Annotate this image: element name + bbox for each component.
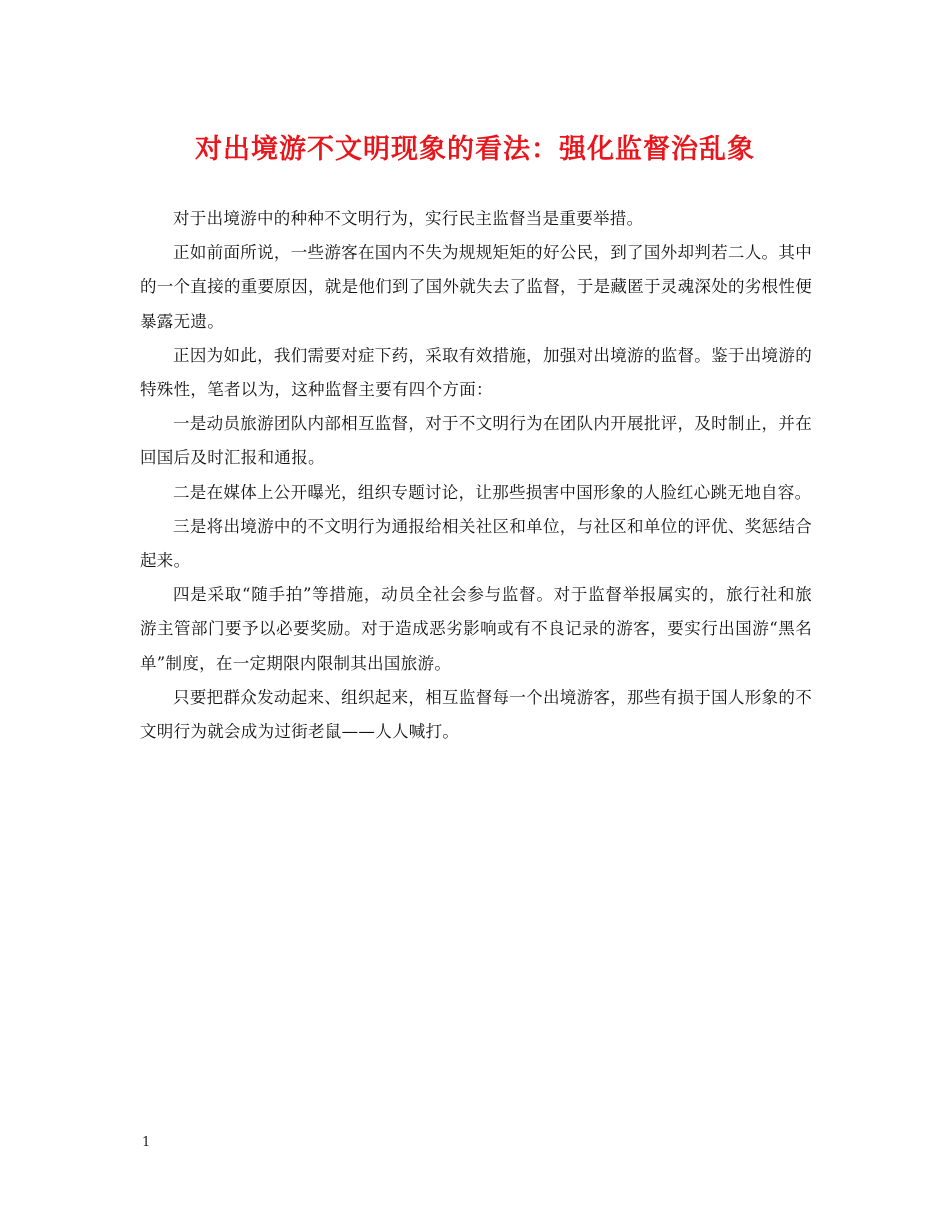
paragraph-8: 只要把群众发动起来、组织起来，相互监督每一个出境游客，那些有损于国人形象的不文明行为就会成为过街老鼠——人人喊打。 (140, 687, 812, 742)
document-body (140, 202, 812, 749)
paragraph-2: 正如前面所说，一些游客在国内不失为规规矩矩的好公民，到了国外却判若二人。其中的一个直接的重要原因，就是他们到了国外就失去了监督，于是藏匿于灵魂深处的劣根性便暴露无遗。 (140, 243, 812, 331)
page-title: 对出境游不文明现象的看法：强化监督治乱象 (195, 134, 755, 165)
paragraph-4: 一是动员旅游团队内部相互监督，对于不文明行为在团队内开展批评，及时制止，并在回国后及时汇报和通报。 (140, 414, 812, 468)
page-number: 1 (142, 1135, 151, 1150)
paragraph-3: 正因为如此，我们需要对症下药，采取有效措施，加强对出境游的监督。鉴于出境游的特殊性，笔者以为，这种监督主要有四个方面： (140, 345, 812, 400)
paragraph-5: 二是在媒体上公开曝光，组织专题讨论，让那些损害中国形象的人脸红心跳无地自容。 (173, 482, 812, 502)
paragraph-6: 三是将出境游中的不文明行为通报给相关社区和单位，与社区和单位的评优、奖惩结合起来。 (140, 516, 812, 571)
paragraph-1: 对于出境游中的种种不文明行为，实行民主监督当是重要举措。 (173, 209, 644, 228)
paragraph-7: 四是采取“随手拍”等措施，动员全社会参与监督。对于监督举报属实的，旅行社和旅游主管部门要予以必要奖励。对于造成恶劣影响或有不良记录的游客，要实行出国游“黑名单”制度，在一定期限内限制其出国旅游。 (140, 585, 812, 673)
